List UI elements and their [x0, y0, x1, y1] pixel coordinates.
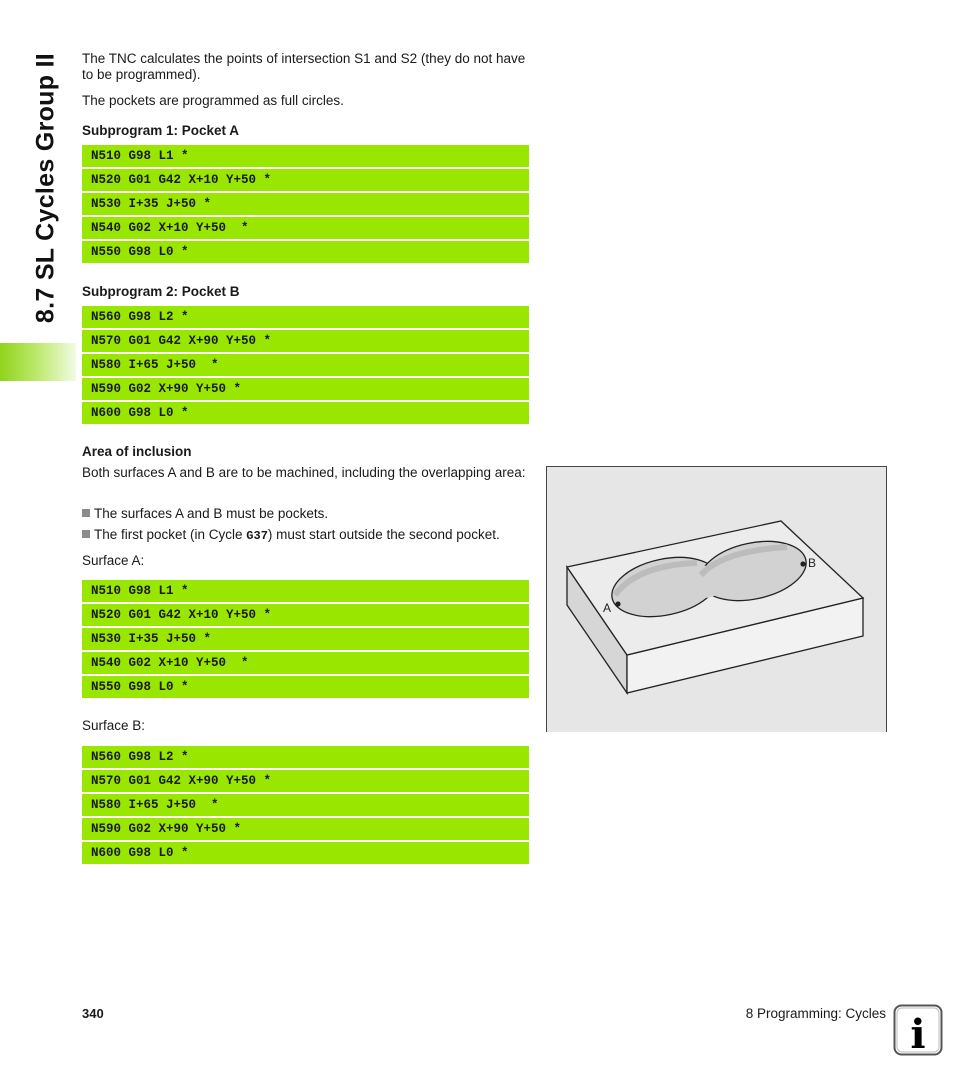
bullet-item — [82, 527, 500, 544]
code-line: N580 I+65 J+50 * — [82, 794, 529, 816]
subprogram-1-code — [82, 145, 529, 265]
bullet-text: The first pocket (in Cycle — [94, 527, 247, 542]
bullet-item — [82, 506, 328, 522]
label-b: B — [808, 556, 817, 570]
code-line: N530 I+35 J+50 * — [82, 628, 529, 650]
code-line: N600 G98 L0 * — [82, 842, 529, 864]
chapter-side-title — [24, 48, 68, 328]
code-line: N520 G01 G42 X+10 Y+50 * — [82, 169, 529, 191]
point-a-marker — [615, 601, 620, 606]
intro-paragraph-1: The TNC calculates the points of intersection S1 and S2 (they do not have to be programmed). — [82, 51, 526, 82]
code-line: N580 I+65 J+50 * — [82, 354, 529, 376]
bullet-square-icon — [82, 530, 90, 538]
code-line: N510 G98 L1 * — [82, 580, 529, 602]
surface-b-label: Surface B: — [82, 718, 146, 733]
code-line: N540 G02 X+10 Y+50 * — [82, 217, 529, 239]
bullet-text: The surfaces A and B must be pockets. — [94, 506, 329, 521]
code-line: N530 I+35 J+50 * — [82, 193, 529, 215]
surface-a-code — [82, 580, 529, 700]
chapter-footer: 8 Programming: Cycles — [745, 1006, 886, 1021]
chapter-tab-marker — [0, 343, 76, 381]
pocket-illustration — [546, 466, 887, 732]
page-number: 340 — [82, 1006, 104, 1021]
info-icon-glyph: i — [910, 1011, 926, 1056]
code-line: N570 G01 G42 X+90 Y+50 * — [82, 770, 529, 792]
code-line: N550 G98 L0 * — [82, 241, 529, 263]
code-line: N520 G01 G42 X+10 Y+50 * — [82, 604, 529, 626]
bullet-text: ) must start outside the second pocket. — [267, 527, 500, 542]
intro-paragraph-2: The pockets are programmed as full circles. — [82, 93, 344, 108]
label-a: A — [603, 601, 612, 615]
code-line: N590 G02 X+90 Y+50 * — [82, 378, 529, 400]
code-line: N570 G01 G42 X+90 Y+50 * — [82, 330, 529, 352]
code-line: N550 G98 L0 * — [82, 676, 529, 698]
bullet-square-icon — [82, 509, 90, 517]
point-b-marker — [800, 561, 805, 566]
subprogram-2-code — [82, 306, 529, 426]
inclusion-heading: Area of inclusion — [82, 444, 192, 459]
subprogram-1-heading: Subprogram 1: Pocket A — [82, 123, 240, 138]
code-line: N510 G98 L1 * — [82, 145, 529, 167]
surface-a-label: Surface A: — [82, 553, 145, 568]
info-icon — [893, 1004, 943, 1056]
subprogram-2-heading: Subprogram 2: Pocket B — [82, 284, 240, 299]
code-line: N590 G02 X+90 Y+50 * — [82, 818, 529, 840]
inclusion-paragraph: Both surfaces A and B are to be machined, including the overlapping area: — [82, 465, 526, 480]
pocket-illustration-svg — [547, 467, 888, 733]
chapter-side-title-text: 8.7 SL Cycles Group II — [31, 52, 60, 324]
code-line: N540 G02 X+10 Y+50 * — [82, 652, 529, 674]
code-line: N560 G98 L2 * — [82, 746, 529, 768]
surface-b-code — [82, 746, 529, 866]
code-line: N600 G98 L0 * — [82, 402, 529, 424]
code-line: N560 G98 L2 * — [82, 306, 529, 328]
cycle-code: G37 — [246, 529, 268, 543]
